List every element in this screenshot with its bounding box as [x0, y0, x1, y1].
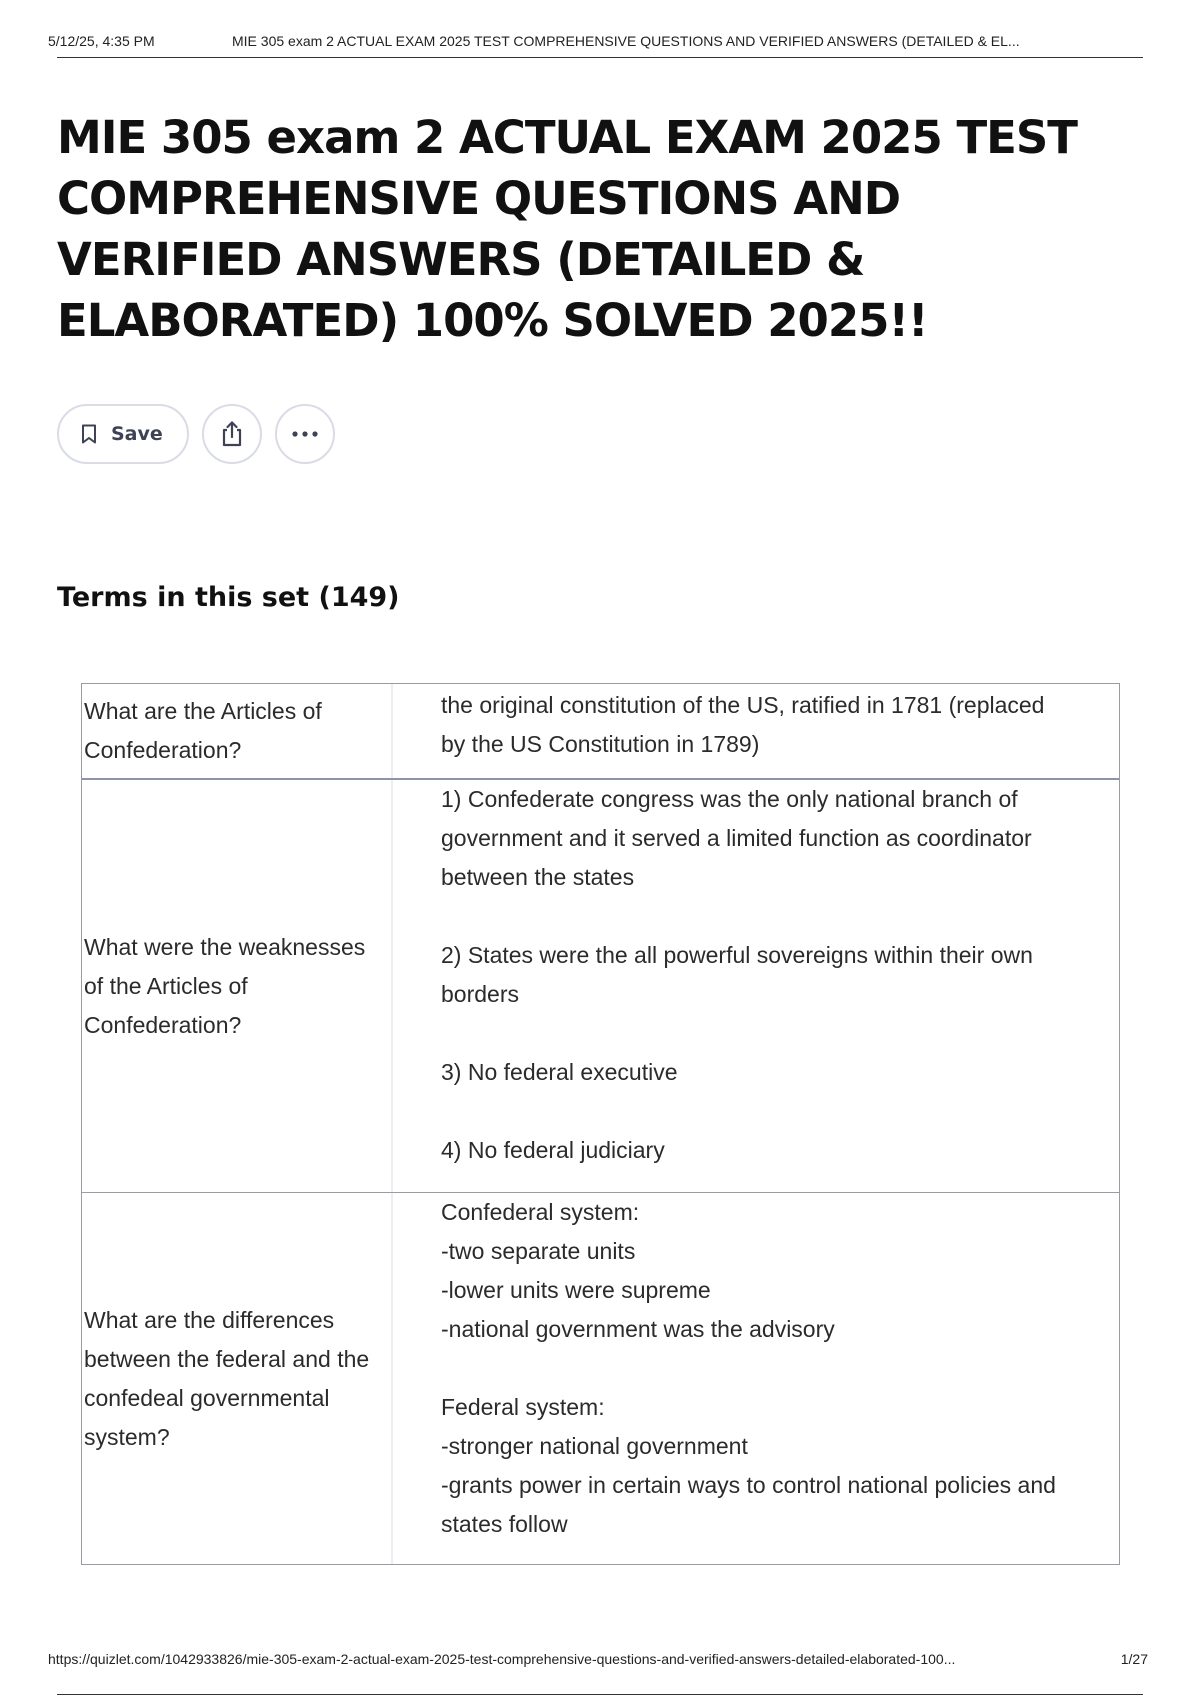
print-header [48, 28, 1143, 54]
term-text: What are the differences between the federal and the confedeal governmental system? [82, 1193, 393, 1564]
definition-text: Confederal system: -two separate units -lower units were supreme -national government was the advisory Federal system: -stronger national government -grants power in certain ways to control national policies and states follow [441, 1199, 1056, 1537]
term-row [82, 780, 1119, 1192]
header-divider [57, 57, 1143, 58]
page-url: https://quizlet.com/1042933826/mie-305-exam-2-actual-exam-2025-test-comprehensive-questions-and-verified-answers-detailed-elaborated-100... [48, 1651, 956, 1667]
more-horizontal-icon [291, 430, 319, 438]
save-button[interactable] [57, 404, 189, 464]
print-footer [48, 1647, 1148, 1671]
term-text: What were the weaknesses of the Articles of Confederation? [82, 780, 393, 1192]
definition-text: 1) Confederate congress was the only national branch of government and it served a limited function as coordinator between the states 2) States were the all powerful sovereigns within their own borders 3) No federal executive 4) No federal judiciary [441, 786, 1033, 1163]
terms-table [81, 683, 1120, 1565]
action-bar [57, 404, 335, 464]
print-date: 5/12/25, 4:35 PM [48, 33, 155, 49]
bookmark-icon [81, 424, 97, 444]
definition-text: the original constitution of the US, ratified in 1781 (replaced by the US Constitution in 1789) [441, 692, 1045, 757]
page-title: MIE 305 exam 2 ACTUAL EXAM 2025 TEST COMPREHENSIVE QUESTIONS AND VERIFIED ANSWERS (DETAILED & ELABORATED) 100% SOLVED 2025!! [57, 111, 1078, 347]
terms-heading: Terms in this set (149) [57, 582, 400, 613]
term-row [82, 1192, 1119, 1564]
share-button[interactable] [202, 404, 262, 464]
term-row [82, 684, 1119, 780]
share-icon [219, 420, 245, 448]
page-number: 1/27 [1120, 1651, 1148, 1667]
print-doc-title: MIE 305 exam 2 ACTUAL EXAM 2025 TEST COMPREHENSIVE QUESTIONS AND VERIFIED ANSWERS (DETAILED & EL... [232, 33, 1020, 49]
more-options-button[interactable] [275, 404, 335, 464]
footer-divider [57, 1694, 1143, 1695]
term-text: What are the Articles of Confederation? [82, 684, 393, 778]
save-button-label: Save [111, 423, 163, 445]
